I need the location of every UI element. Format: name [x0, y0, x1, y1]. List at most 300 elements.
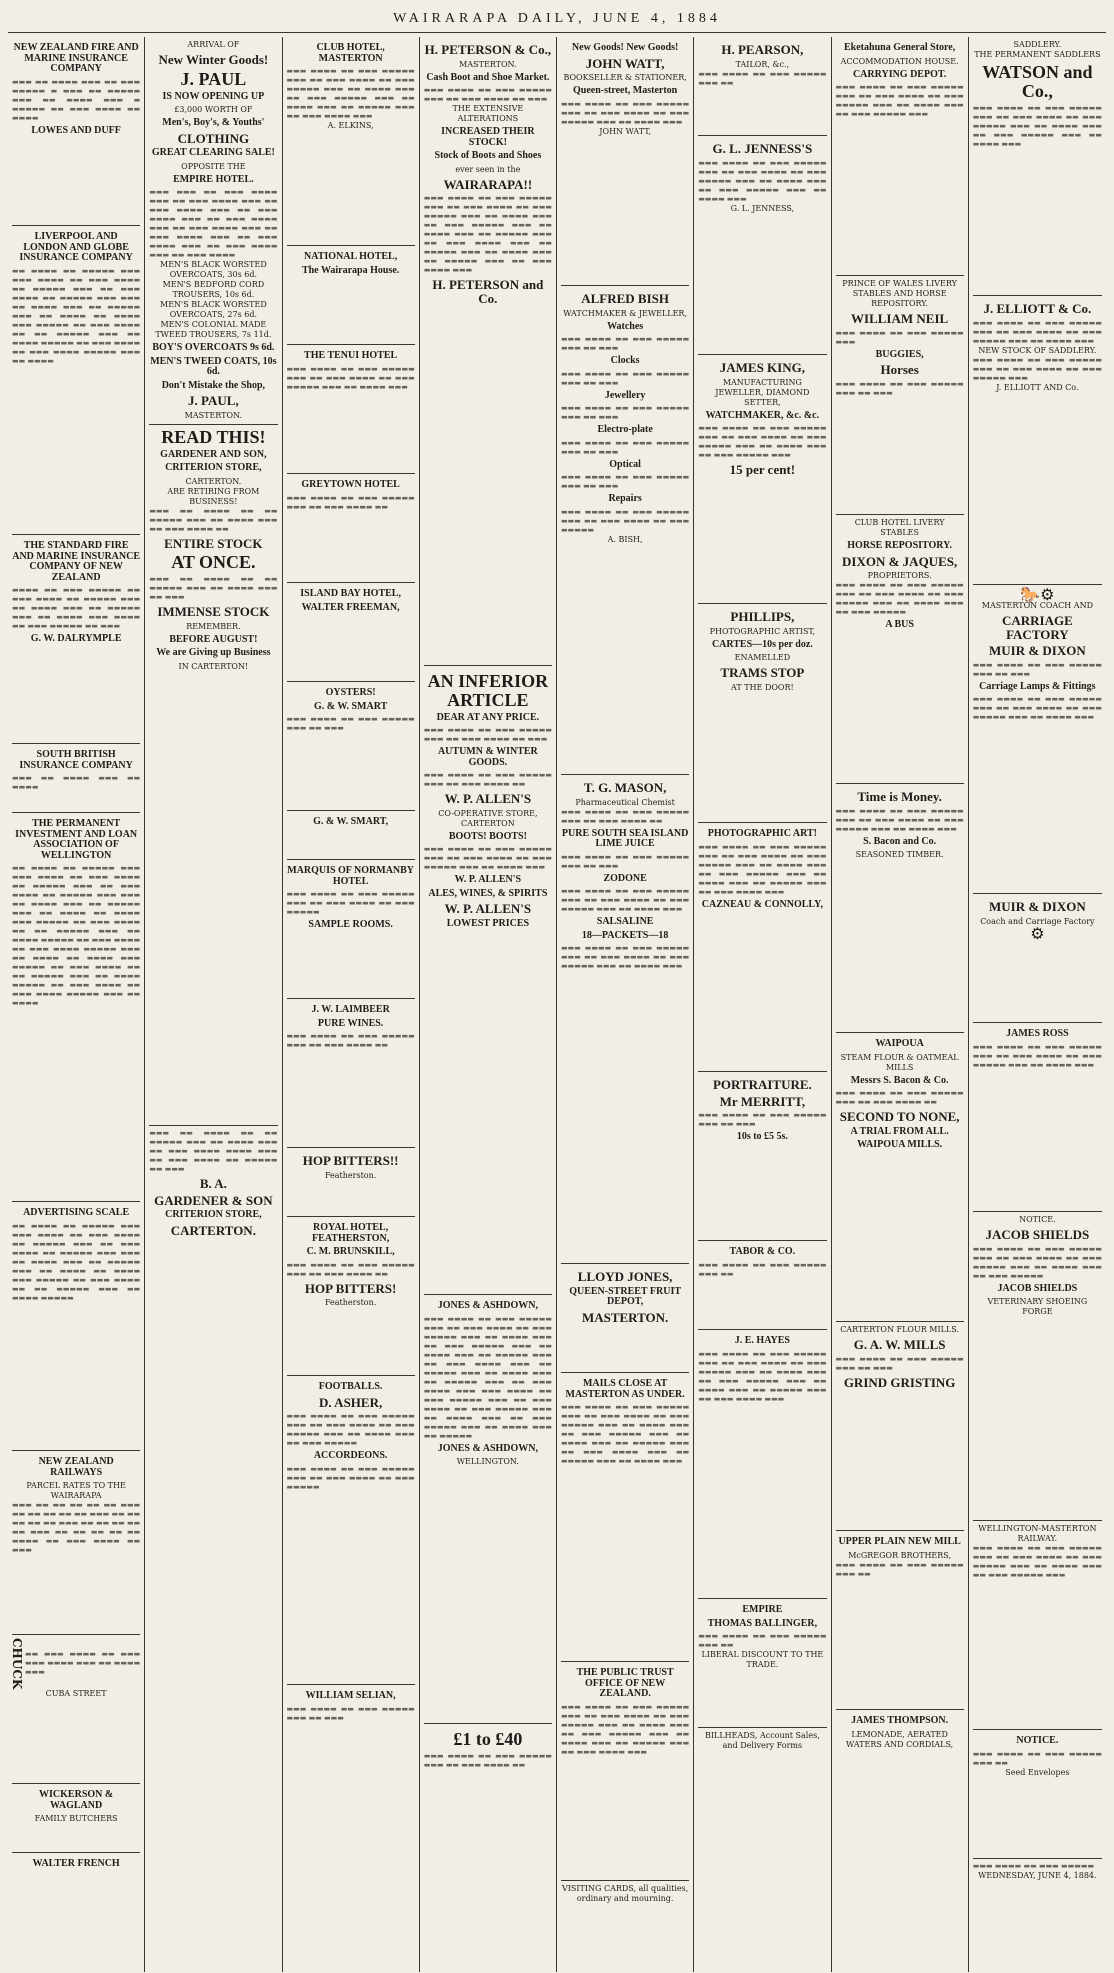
ad-pearson [698, 37, 826, 136]
ad-body: ▬▬▬ ▬▬ ▬▬▬▬ ▬▬▬ ▬▬ ▬▬▬ ▬▬▬▬▬ ▬ ▬▬▬ ▬▬ ▬▬▬▬▬ ▬▬▬ ▬▬ ▬▬▬▬ ▬▬▬ ▬ ▬▬▬▬▬ ▬▬ ▬▬▬ ▬▬▬▬ ▬▬ ▬▬▬▬ [12, 77, 141, 122]
price: 10s to £5 5s. [736, 1131, 788, 1143]
ad-heading: J. ELLIOTT & Co. [983, 301, 1092, 316]
ad-shields [973, 1212, 1102, 1521]
ad-body: ▬▬▬ ▬▬▬▬ ▬▬ ▬▬▬ ▬▬▬▬▬ ▬▬▬ ▬▬ ▬▬▬ ▬▬▬▬ ▬▬ ▬▬▬ ▬▬▬▬▬ ▬▬▬ ▬▬ ▬▬▬▬ ▬▬▬ [835, 806, 964, 833]
ad-body: ▬▬ ▬▬▬▬ ▬▬ ▬▬▬▬▬ ▬▬▬ ▬▬▬ ▬▬▬▬ ▬▬ ▬▬▬ ▬▬▬▬ ▬▬ ▬▬▬▬▬ ▬▬▬ ▬▬ ▬▬▬ ▬▬▬▬ ▬▬ ▬▬▬▬▬ ▬▬▬ ▬▬▬ ▬▬ ▬▬▬▬ ▬▬▬ ▬▬ ▬▬▬▬▬ ▬▬▬ ▬▬ ▬▬▬▬ ▬▬ ▬▬▬▬ ▬▬▬ ▬▬▬▬▬ ▬▬ ▬▬▬ ▬▬▬▬ ▬▬ ▬▬ ▬▬▬▬▬ ▬▬▬ ▬▬ ▬▬▬▬ ▬▬▬▬▬ [12, 1221, 141, 1302]
ad-body: ▬▬▬ ▬▬▬▬ ▬▬ ▬▬▬ ▬▬▬▬▬ ▬▬▬ ▬▬ [698, 1260, 827, 1278]
percent: 15 per cent! [729, 462, 796, 478]
boys-overcoats-text: BOY'S OVERCOATS 9s 6d. [152, 342, 275, 354]
carterton-text-2: CARTERTON. [170, 1222, 256, 1238]
ad-subheading: PARCEL RATES TO THE WAIRARAPA [26, 1481, 126, 1500]
trousers-text: MEN'S BEDFORD CORD TROUSERS, 10s 6d. [162, 280, 265, 300]
ad-heading: JAMES THOMPSON. [851, 1715, 949, 1726]
ad-muir-dixon [973, 585, 1102, 894]
dixon-jaques: DIXON & JAQUES, [842, 553, 958, 569]
ad-laimbeer [287, 999, 415, 1148]
column-8 [969, 37, 1106, 1972]
ad-body: ▬▬▬ ▬▬▬▬ ▬▬ ▬▬▬ ▬▬▬▬▬ ▬▬▬ ▬▬ ▬▬▬ ▬▬▬▬ ▬▬ ▬▬▬ ▬▬▬▬▬ ▬▬▬ ▬▬ ▬▬▬▬ ▬▬▬ ▬▬ ▬▬▬ ▬▬▬▬▬ ▬▬▬ [698, 424, 827, 460]
vet-forge: VETERINARY SHOEING FORGE [987, 1297, 1088, 1317]
ad-body: ▬▬▬ ▬▬▬▬ ▬▬ ▬▬▬ ▬▬▬▬▬ ▬▬▬ ▬▬ ▬▬▬ ▬▬▬▬ ▬▬ ▬▬▬ ▬▬▬▬▬ ▬▬▬ ▬▬ ▬▬▬▬ ▬▬▬ ▬▬ ▬▬▬ ▬▬▬▬▬ ▬▬▬ ▬▬ ▬▬▬▬ ▬▬▬ [972, 103, 1102, 148]
packets: 18—PACKETS—18 [581, 929, 669, 941]
ad-prince-of-wales [836, 276, 964, 515]
allens: W. P. ALLEN'S [444, 791, 532, 807]
ad-heading: MUIR & DIXON [988, 643, 1086, 659]
ad-subheading: D. ASHER, [319, 1394, 383, 1410]
ales-wines: ALES, WINES, & SPIRITS [428, 887, 548, 899]
ad-heading: G. L. JENNESS'S [712, 141, 813, 156]
ad-insurance-nz [12, 37, 140, 226]
lamps: Carriage Lamps & Fittings [979, 680, 1096, 692]
ad-alfred-bish [561, 286, 689, 775]
seed-envelopes: Seed Envelopes [1005, 1767, 1070, 1777]
merritt-name: Mr MERRITT, [719, 1093, 806, 1109]
ad-heading: Time is Money. [857, 789, 942, 804]
lemonade: LEMONADE, AERATED WATERS AND CORDIALS, [846, 1729, 954, 1749]
buggies: BUGGIES, [875, 348, 924, 360]
ad-heading: Eketahuna General Store, [844, 42, 956, 53]
accommodation: ACCOMMODATION HOUSE. [840, 56, 959, 66]
ad-heading: WILLIAM SELIAN, [305, 1690, 396, 1701]
salsaline: SALSALINE [596, 916, 654, 928]
ad-body: ▬▬▬ ▬▬▬▬ ▬▬ ▬▬▬ ▬▬▬▬▬ ▬▬▬ ▬▬ ▬▬▬ ▬▬▬▬ ▬▬ [286, 1032, 415, 1049]
ad-body: ▬▬▬ ▬▬▬▬ ▬▬ ▬▬▬ ▬▬▬▬▬ ▬▬▬ ▬▬ ▬▬▬ ▬▬▬▬ ▬▬ [835, 1089, 964, 1106]
carriage-factory: CARRIAGE FACTORY [1001, 613, 1073, 642]
jewellery: Jewellery [604, 389, 646, 401]
carrying-depot: CARRYING DEPOT. [852, 68, 947, 80]
ad-merritt [698, 1072, 826, 1241]
ever-seen: ever seen in the [455, 164, 521, 174]
ad-body: ▬▬▬ ▬▬▬▬ ▬▬ ▬▬▬ ▬▬▬▬▬ ▬▬▬ ▬▬ ▬▬▬ [561, 335, 690, 353]
ad-heading: TABOR & CO. [729, 1246, 796, 1257]
jeweller: MANUFACTURING JEWELLER, DIAMOND SETTER, [715, 377, 810, 407]
ad-public-trust [561, 1662, 689, 1881]
ad-notice [973, 1730, 1102, 1859]
ad-body: ▬▬▬ ▬▬▬▬ ▬▬ ▬▬▬ ▬▬▬▬▬ ▬▬▬ ▬▬ ▬▬▬ [698, 1111, 827, 1129]
ad-body: ▬▬▬ ▬▬▬▬ ▬▬ ▬▬▬ ▬▬▬▬▬ ▬▬▬ ▬▬ ▬▬▬ ▬▬▬▬ ▬▬ [423, 1751, 552, 1769]
ad-south-british [12, 744, 140, 813]
ad-carterton-flour [836, 1322, 964, 1531]
ad-club-hotel [287, 37, 415, 246]
ad-eketahuna [836, 37, 964, 276]
ad-body: ▬▬▬ ▬▬▬▬ ▬▬ ▬▬▬ ▬▬▬▬▬ ▬▬▬ ▬▬ ▬▬▬ ▬▬▬▬ ▬▬ ▬▬▬ ▬▬▬▬▬ ▬▬▬ ▬▬ ▬▬▬▬ ▬▬▬ ▬▬ ▬▬▬ ▬▬▬▬▬ ▬▬▬ ▬▬ ▬▬▬▬ ▬▬▬ ▬▬ ▬▬▬▬▬ ▬▬▬ ▬▬ ▬▬▬ ▬▬▬▬ ▬▬▬ [286, 67, 415, 120]
ad-body: ▬▬▬ ▬▬▬▬ ▬▬ ▬▬▬ ▬▬▬▬▬ ▬▬▬ ▬▬ ▬▬▬ [286, 1704, 415, 1722]
ad-heading: H. PEARSON, [721, 42, 804, 57]
imprint-body: ▬▬▬ ▬▬▬▬ ▬▬ ▬▬▬ ▬▬▬▬▬ [972, 1862, 1095, 1870]
allens-3: W. P. ALLEN'S [444, 901, 532, 917]
bookseller: BOOKSELLER & STATIONER, [563, 73, 687, 83]
ad-body: ▬▬▬ ▬▬▬▬ ▬▬ ▬▬▬ ▬▬▬▬▬ ▬▬▬ ▬▬ ▬▬▬ ▬▬▬▬ ▬▬ [561, 807, 690, 825]
photographic: PHOTOGRAPHIC ARTIST, [709, 626, 816, 636]
ad-body-2: ▬▬▬ ▬▬▬▬ ▬▬ ▬▬▬ ▬▬▬▬▬ ▬▬▬ ▬▬ ▬▬▬ ▬▬▬▬ ▬▬ [423, 771, 552, 789]
ad-asher [287, 1376, 415, 1685]
new-winter-goods: New Winter Goods! [158, 52, 269, 67]
optical: Optical [609, 458, 641, 470]
inferior-article: AN INFERIOR ARTICLE [427, 671, 549, 710]
ad-advertising-scale [12, 1202, 140, 1451]
ad-royal-hotel [287, 1217, 415, 1376]
trams-stop: TRAMS STOP [720, 665, 805, 681]
cartes: CARTES—10s per doz. [711, 638, 813, 650]
in-carterton-text: IN CARTERTON! [178, 661, 249, 671]
ad-heading: NATIONAL HOTEL, [304, 251, 398, 262]
mills: STEAM FLOUR & OATMEAL MILLS [840, 1052, 959, 1072]
mens-text: Men's, Boy's, & Youths' [162, 117, 265, 129]
ad-upper-plain [836, 1531, 964, 1710]
zodone: ZODONE [603, 872, 647, 884]
trial: A TRIAL FROM ALL. [850, 1125, 949, 1137]
waipoua-mills: WAIPOUA MILLS. [857, 1139, 943, 1151]
ad-phillips [698, 604, 826, 823]
ad-body: ▬▬▬ ▬▬▬▬ ▬▬ ▬▬▬ ▬▬▬▬▬ ▬▬▬ ▬▬ ▬▬▬ ▬▬▬▬ ▬▬ ▬▬▬ [423, 86, 552, 104]
fruit-depot: QUEEN-STREET FRUIT DEPOT, [569, 1285, 682, 1308]
ad-mason [561, 775, 689, 1264]
ad-heading: MARQUIS OF NORMANBY HOTEL [287, 865, 415, 887]
ad-national-hotel [287, 246, 415, 345]
ad-standard-insurance [12, 535, 140, 744]
proprietors: PROPRIETORS. [867, 571, 932, 581]
overcoats-text: MEN'S BLACK WORSTED OVERCOATS, 30s 6d. [160, 260, 267, 280]
ad-heading: LLOYD JONES, [577, 1269, 673, 1284]
ad-heading: GREYTOWN HOTEL [301, 479, 400, 490]
masthead-title: WAIRARAPA DAILY, JUNE 4, 1884 [393, 11, 721, 26]
wairarapa: WAIRARAPA!! [443, 176, 533, 192]
ad-heading: BILLHEADS, Account Sales, and Delivery Forms [704, 1731, 820, 1750]
ad-body: ▬▬▬▬ ▬▬ ▬▬▬ ▬▬▬▬▬ ▬▬ ▬▬▬ ▬▬▬▬ ▬▬ ▬▬▬▬▬ ▬▬▬ ▬▬ ▬▬▬▬ ▬▬▬ ▬▬ ▬▬▬▬▬ ▬▬▬ ▬▬ ▬▬▬▬ ▬▬▬ ▬▬▬▬ ▬▬ ▬▬▬ ▬▬▬▬▬ ▬▬ ▬▬▬ [12, 586, 141, 630]
criterion-text: CRITERION STORE, [165, 462, 262, 474]
coach: MASTERTON COACH AND [981, 601, 1093, 610]
ad-body: ▬▬▬ ▬▬▬▬ ▬▬ ▬▬▬ ▬▬▬▬▬ ▬▬▬ ▬▬ ▬▬▬ [286, 715, 415, 732]
masterton: MASTERTON. [459, 59, 517, 69]
gw-mills: G. A. W. MILLS [853, 1337, 946, 1352]
ad-ballinger [698, 1599, 826, 1728]
body-text: ▬▬▬ ▬▬ ▬▬▬▬ ▬▬ ▬▬ ▬▬▬▬▬ ▬▬▬ ▬▬ ▬▬▬▬ ▬▬▬ ▬▬ ▬▬▬ ▬▬▬▬ ▬▬▬▬ ▬▬▬ ▬▬ ▬▬▬ ▬▬▬▬ ▬▬ ▬▬▬▬▬ ▬▬ ▬▬▬ [149, 1129, 278, 1173]
ad-body: ▬▬ ▬▬▬ ▬▬▬▬ ▬▬ ▬▬▬ ▬▬▬ ▬▬▬▬ ▬▬▬ ▬▬ ▬▬▬▬ ▬▬▬ [25, 1650, 141, 1677]
remember-text: REMEMBER. [186, 621, 241, 631]
ad-heading: MAILS CLOSE AT MASTERTON AS UNDER. [565, 1378, 685, 1400]
ad-thompson [836, 1710, 964, 1755]
new-stock: NEW STOCK OF SADDLERY. [978, 345, 1097, 355]
masterton: MASTERTON. [581, 1309, 669, 1325]
ad-body-2: ▬▬▬ ▬▬▬▬ ▬▬ ▬▬▬ ▬▬▬▬▬ ▬▬▬ ▬▬ ▬▬▬ [561, 369, 690, 387]
ad-marquis [287, 860, 415, 999]
ad-body-3: ▬▬▬ ▬▬▬▬ ▬▬ ▬▬▬ ▬▬▬▬▬ ▬▬▬ ▬▬ ▬▬▬ ▬▬▬▬ ▬▬ ▬▬▬ ▬▬▬▬▬ ▬▬▬ ▬▬ ▬▬▬▬ ▬▬▬ [423, 845, 552, 872]
enamelled: ENAMELLED [734, 653, 791, 663]
ad-body: ▬▬▬ ▬▬▬▬ ▬▬ ▬▬▬ ▬▬▬▬▬ ▬▬▬ ▬▬ [835, 1560, 964, 1578]
alterations: THE EXTENSIVE ALTERATIONS [452, 104, 524, 124]
ad-heading: J. E. HAYES [734, 1335, 790, 1346]
ad-body: ▬▬▬ ▬▬▬▬ ▬▬ ▬▬▬ ▬▬▬▬▬ ▬▬▬ ▬▬ ▬▬▬ ▬▬▬▬ ▬▬ ▬▬▬ ▬▬▬▬▬ ▬▬▬ ▬▬ ▬▬▬▬ ▬▬▬ [561, 99, 690, 126]
criterion-store-text: CRITERION STORE, [165, 1209, 262, 1221]
ad-body-3: ▬▬▬ ▬▬▬▬ ▬▬ ▬▬▬ ▬▬▬▬▬ ▬▬▬ ▬▬ ▬▬▬ ▬▬▬▬ ▬▬ ▬▬▬ ▬▬▬▬▬ ▬▬▬ ▬▬ ▬▬▬▬ ▬▬▬ [561, 887, 690, 914]
ad-smart-2 [287, 811, 415, 860]
column-4 [420, 37, 557, 1972]
autumn-winter: AUTUMN & WINTER GOODS. [437, 746, 538, 768]
ad-heading: T. G. MASON, [583, 780, 667, 795]
ad-body: ▬▬▬ ▬▬▬▬ ▬▬ ▬▬▬ ▬▬▬▬▬ ▬▬▬ ▬▬ ▬▬▬ ▬▬▬▬ ▬▬ ▬▬▬ ▬▬▬▬▬ ▬▬▬ ▬▬ ▬▬▬▬ ▬▬▬ [972, 318, 1102, 345]
ad-heading: THE STANDARD FIRE AND MARINE INSURANCE COMPANY OF NEW ZEALAND [12, 540, 141, 583]
ad-jones-ashdown [424, 1295, 552, 1724]
mistake-text: Don't Mistake the Shop, [161, 379, 266, 391]
clocks: Clocks [610, 355, 640, 367]
notice: NOTICE. [1019, 1215, 1056, 1224]
ad-body: ▬▬▬ ▬▬▬▬ ▬▬ ▬▬▬ ▬▬▬▬▬ ▬▬▬ ▬▬ ▬▬▬ ▬▬▬▬ ▬▬ ▬▬▬ ▬▬▬▬▬ ▬▬▬ ▬▬ ▬▬▬▬ ▬▬▬ ▬▬ ▬▬▬ ▬▬▬▬▬ ▬▬▬ ▬▬ ▬▬▬▬ ▬▬▬ ▬▬ ▬▬▬▬▬ ▬▬▬ ▬▬ ▬▬▬ ▬▬▬▬ ▬▬▬ [698, 1349, 827, 1403]
ad-hayes [698, 1330, 826, 1599]
ba-text: B. A. [199, 1176, 227, 1191]
bus: A BUS [885, 619, 914, 631]
ad-body: ▬▬▬ ▬▬▬▬ ▬▬ ▬▬▬ ▬▬▬▬▬ ▬▬▬ ▬▬ ▬▬▬ ▬▬▬▬ ▬▬ ▬▬▬ ▬▬▬▬▬ ▬▬▬ ▬▬ ▬▬▬▬ ▬▬▬ ▬▬ ▬▬▬ ▬▬▬▬▬ ▬▬▬ ▬▬ ▬▬▬▬ ▬▬▬ ▬▬ ▬▬▬▬▬ ▬▬▬ ▬▬ ▬▬▬ ▬▬▬▬ ▬▬▬ [698, 842, 827, 896]
at-once-text: AT ONCE. [171, 552, 256, 573]
bacon-name: S. Bacon and Co. [863, 835, 937, 847]
ad-heading: UPPER PLAIN NEW MILL [838, 1536, 961, 1547]
carriage-icon: 🐎⚙ [1020, 585, 1055, 604]
immense-stock-text: IMMENSE STOCK [157, 604, 270, 620]
ad-heading: THE PERMANENT INVESTMENT AND LOAN ASSOCIATION OF WELLINGTON [15, 818, 138, 861]
ad-tenui-hotel [287, 345, 415, 474]
repository: HORSE REPOSITORY. [847, 540, 952, 551]
ad-body-5: ▬▬▬ ▬▬▬▬ ▬▬ ▬▬▬ ▬▬▬▬▬ ▬▬▬ ▬▬ ▬▬▬ [561, 473, 690, 491]
ad-heading: WELLINGTON-MASTERTON RAILWAY. [978, 1524, 1097, 1543]
ad-signature: G. W. DALRYMPLE [30, 633, 122, 644]
ad-waipoua [836, 1033, 964, 1322]
mcgregor: McGREGOR BROTHERS, [848, 1550, 952, 1560]
carterton-text: CARTERTON. [185, 476, 242, 486]
clearing-sale-text: GREAT CLEARING SALE! [151, 147, 275, 159]
stock: Stock of Boots and Shoes [434, 150, 542, 162]
ad-body: ▬▬▬ ▬▬▬▬ ▬▬ ▬▬▬ ▬▬▬▬▬ ▬▬▬ ▬▬ ▬▬▬ ▬▬▬▬ ▬▬ ▬▬▬ ▬▬▬▬▬ ▬▬▬ ▬▬ ▬▬▬▬ ▬▬▬ ▬▬ ▬▬▬ ▬▬▬▬▬ [286, 1412, 415, 1448]
ad-subheading: FAMILY BUTCHERS [34, 1814, 118, 1823]
column-6 [694, 37, 831, 1972]
lime-juice: PURE SOUTH SEA ISLAND LIME JUICE [561, 827, 689, 850]
ad-body-4: ▬▬▬ ▬▬▬▬ ▬▬ ▬▬▬ ▬▬▬▬▬ ▬▬▬ ▬▬ ▬▬▬ [561, 438, 690, 456]
coach-factory: Coach and Carriage Factory [980, 916, 1095, 926]
wellington: WELLINGTON. [456, 1457, 519, 1466]
liberal: LIBERAL DISCOUNT TO THE TRADE. [701, 1650, 824, 1669]
retiring-body: ▬▬▬ ▬▬ ▬▬▬▬ ▬▬ ▬▬ ▬▬▬▬▬ ▬▬▬ ▬▬ ▬▬▬▬ ▬▬▬ ▬▬ ▬▬▬ ▬▬▬▬ ▬▬ [149, 506, 278, 533]
ad-heading: SOUTH BRITISH INSURANCE COMPANY [19, 749, 133, 771]
ad-heading: PORTRAITURE. [712, 1077, 812, 1092]
ad-subheading: C. M. BRUNSKILL, [306, 1246, 395, 1257]
ad-body: ▬▬▬ ▬▬▬▬ ▬▬ ▬▬▬ ▬▬▬▬▬ ▬▬▬ ▬▬ ▬▬▬ ▬▬▬▬ ▬▬ ▬▬▬ ▬▬▬▬▬ ▬▬▬ ▬▬ ▬▬▬▬ ▬▬▬ ▬▬ ▬▬▬ ▬▬▬▬▬ ▬▬▬ ▬▬ ▬▬▬▬ ▬▬▬ ▬▬ ▬▬▬▬▬ ▬▬▬ ▬▬ ▬▬▬ ▬▬▬▬ ▬▬▬ [561, 1702, 690, 1756]
ad-heading: CARTERTON FLOUR MILLS. [840, 1325, 959, 1334]
ad-heading: JAMES KING, [719, 360, 805, 375]
ad-body-2: ▬▬▬ ▬▬▬▬ ▬▬ ▬▬▬ ▬▬▬▬▬ ▬▬▬ ▬▬ ▬▬▬ [561, 852, 690, 870]
ad-body: ▬▬▬ ▬▬▬▬ ▬▬ ▬▬▬ ▬▬▬▬▬ ▬▬▬ [835, 328, 964, 346]
arrival-text: ARRIVAL OF [187, 40, 240, 49]
ad-chuck [12, 1635, 140, 1784]
body-text: ▬▬▬ ▬▬ ▬▬▬▬ ▬▬ ▬▬ ▬▬▬▬▬ ▬▬▬ ▬▬ ▬▬▬▬ ▬▬▬ ▬▬ ▬▬▬ [149, 575, 278, 602]
ad-body: ▬▬▬ ▬▬▬▬ ▬▬ ▬▬▬ ▬▬▬▬▬ ▬▬▬ ▬▬ ▬▬▬ ▬▬▬▬ ▬▬ [286, 493, 415, 511]
permanent: THE PERMANENT SADDLERS [974, 50, 1101, 59]
ad-j-paul [149, 37, 277, 1126]
jenness-2: G. L. JENNESS, [730, 203, 795, 213]
samples: SAMPLE ROOMS. [308, 919, 393, 930]
new-goods: New Goods! New Goods! [571, 42, 679, 53]
ad-heading: ROYAL HOTEL, FEATHERSTON, [312, 1222, 390, 1244]
ad-vertical-heading: CHUCK [10, 1638, 24, 1690]
featherston-2: Featherston. [324, 1298, 377, 1308]
opening-text: IS NOW OPENING UP [162, 90, 265, 102]
ad-heading: JAMES ROSS [1006, 1028, 1069, 1039]
ad-heading: JACOB SHIELDS [985, 1227, 1090, 1242]
lowest-prices: LOWEST PRICES [446, 918, 530, 930]
ad-bacon [836, 784, 964, 1033]
ad-body: ▬▬▬ ▬▬ ▬▬▬▬ ▬▬▬ ▬▬ ▬▬▬▬ [12, 774, 141, 791]
ad-railway [973, 1521, 1102, 1730]
columns [8, 37, 1106, 1972]
neil-name: WILLIAM NEIL [851, 311, 949, 326]
ad-elliott [973, 296, 1102, 585]
ad-liverpool [12, 226, 140, 535]
ad-body: ▬▬▬ ▬▬▬▬ ▬▬ ▬▬▬ ▬▬▬▬▬ ▬▬▬ ▬▬ [972, 1749, 1102, 1767]
ad-heading: THOMAS BALLINGER, [707, 1617, 818, 1629]
ad-body-2: ▬▬▬ ▬▬▬▬ ▬▬ ▬▬▬ ▬▬▬▬▬ ▬▬▬ ▬▬ ▬▬▬ ▬▬▬▬ ▬▬ ▬▬▬ ▬▬▬▬▬ [286, 1464, 415, 1491]
ad-heading: JOHN WATT, [585, 55, 665, 71]
ad-heading: CLUB HOTEL, MASTERTON [316, 42, 385, 64]
masterton-text: MASTERTON. [184, 410, 243, 420]
empire: EMPIRE [742, 1604, 783, 1615]
ad-body: ▬▬▬ ▬▬▬▬ ▬▬ ▬▬▬ ▬▬▬▬▬ ▬▬▬ ▬▬ ▬▬▬ ▬▬▬▬ ▬▬ ▬▬▬ ▬▬▬▬▬ [286, 890, 415, 916]
ad-heading: LIVERPOOL AND LONDON AND GLOBE INSURANCE COMPANY [19, 231, 133, 263]
watches: Watches [607, 320, 644, 332]
ad-body: ▬▬▬ ▬▬ ▬▬ ▬▬ ▬▬ ▬▬ ▬▬▬ ▬▬ ▬▬ ▬▬ ▬▬ ▬▬ ▬▬▬ ▬▬ ▬▬ ▬▬ ▬▬ ▬▬ ▬▬▬ ▬▬ ▬▬ ▬▬ ▬▬ ▬▬ ▬▬▬ ▬▬ ▬▬ ▬▬ ▬▬ ▬▬ ▬▬▬▬ ▬▬ ▬▬▬ ▬▬▬▬ ▬▬ ▬▬▬ [12, 1501, 141, 1554]
accordeons: ACCORDEONS. [313, 1450, 388, 1462]
ad-jenness [698, 136, 826, 355]
ad-oysters [287, 682, 415, 811]
j-paul-name: J. PAUL [180, 68, 247, 89]
ad-body: ▬▬▬ ▬▬▬▬ ▬▬ ▬▬▬ ▬▬▬▬▬ ▬▬▬ ▬▬ [698, 69, 827, 87]
watchmaker: WATCHMAKER & JEWELLER, [563, 308, 687, 318]
horses: Horses [880, 362, 919, 378]
ad-billheads [698, 1728, 826, 1756]
second-to-none: SECOND TO NONE, [839, 1109, 960, 1124]
peterson-2: H. PETERSON and Co. [432, 277, 544, 306]
ad-visiting-cards [561, 1881, 689, 1909]
ad-lloyd-jones [561, 1264, 689, 1373]
ad-loan [424, 1724, 552, 1775]
ad-body: ▬▬▬ ▬▬▬▬ ▬▬ ▬▬▬ ▬▬▬▬▬ ▬▬▬ ▬▬ ▬▬▬ ▬▬▬▬ ▬▬ ▬▬▬ ▬▬▬▬▬ ▬▬▬ ▬▬ ▬▬▬▬ ▬▬▬ ▬▬ ▬▬▬ ▬▬▬▬▬ ▬▬▬ [972, 1544, 1102, 1579]
ad-selian [287, 1685, 415, 1728]
ad-allens [424, 666, 552, 1295]
ad-heading: OYSTERS! [325, 687, 376, 698]
cash-market: Cash Boot and Shoe Market. [426, 71, 550, 83]
pound-text: £1 to £40 [453, 1729, 523, 1749]
colonial-text: MEN'S COLONIAL MADE TWEED TROUSERS, 7s 11d. [155, 320, 272, 340]
ad-heading: NEW ZEALAND FIRE AND MARINE INSURANCE COMPANY [13, 42, 139, 74]
ad-body-3: ▬▬▬ ▬▬▬▬ ▬▬ ▬▬▬ ▬▬▬▬▬ ▬▬▬ ▬▬ ▬▬▬ [561, 404, 690, 422]
seasoned: SEASONED TIMBER. [855, 850, 944, 860]
tailor: TAILOR, &c., [735, 59, 790, 69]
gardener-son-text: GARDENER & SON [154, 1192, 273, 1208]
ad-peterson [424, 37, 552, 666]
ad-heading: PRINCE OF WALES LIVERY STABLES AND HORSE REPOSITORY. [842, 279, 957, 308]
ad-heading: PHOTOGRAPHIC ART! [707, 828, 817, 839]
ad-imprint [973, 1859, 1102, 1886]
ad-cazneau [698, 823, 826, 1072]
ad-heading: NEW ZEALAND RAILWAYS [38, 1456, 114, 1478]
ad-heading: J. W. LAIMBEER [311, 1004, 390, 1015]
ad-subheading: The Wairarapa House. [301, 264, 400, 276]
ad-james-king [698, 355, 826, 604]
ad-body: ▬▬▬ ▬▬▬▬ ▬▬ ▬▬▬ ▬▬▬▬▬ ▬▬▬ ▬▬ ▬▬▬ ▬▬▬▬ ▬▬ ▬▬▬ ▬▬▬▬▬ ▬▬▬ ▬▬ ▬▬▬▬ ▬▬▬ ▬▬ ▬▬▬ ▬▬▬▬▬ ▬▬▬ [835, 83, 964, 118]
column-1 [8, 37, 145, 1972]
price-list: ▬▬▬ ▬▬▬ ▬▬ ▬▬▬ ▬▬▬▬ ▬▬▬ ▬▬ ▬▬▬ ▬▬▬▬ ▬▬▬ ▬▬ ▬▬▬ ▬▬▬▬ ▬▬▬ ▬▬ ▬▬▬ ▬▬▬▬ ▬▬▬ ▬▬ ▬▬▬ ▬▬▬▬ ▬▬▬ ▬▬ ▬▬▬ ▬▬▬▬ ▬▬▬ ▬▬ ▬▬▬ ▬▬▬▬ ▬▬▬ ▬▬ ▬▬▬ ▬▬▬▬ ▬▬▬ ▬▬ ▬▬▬ ▬▬▬▬ ▬▬▬ ▬▬ ▬▬▬ ▬▬▬▬ [149, 188, 278, 260]
column-7 [832, 37, 969, 1972]
ad-tabor [698, 1241, 826, 1330]
ad-club-stables [836, 515, 964, 784]
repairs: Repairs [608, 493, 642, 505]
ad-body: ▬▬▬ ▬▬▬▬ ▬▬ ▬▬▬ ▬▬▬▬▬ ▬▬▬ ▬▬ ▬▬▬ ▬▬▬▬ ▬▬ ▬▬▬ ▬▬▬▬▬ ▬▬▬ ▬▬ ▬▬▬▬ ▬▬▬ [972, 1042, 1102, 1069]
ad-body: ▬▬▬ ▬▬▬▬ ▬▬ ▬▬▬ ▬▬▬▬▬ ▬▬▬ ▬▬ ▬▬▬ ▬▬▬▬ ▬▬ ▬▬▬ [423, 726, 552, 744]
ad-subheading: G. & W. SMART [313, 700, 388, 712]
ad-body: ▬▬▬ ▬▬▬▬ ▬▬ ▬▬▬ ▬▬▬▬▬ ▬▬▬ ▬▬ ▬▬▬ [972, 660, 1102, 678]
ad-heading: ALFRED BISH [581, 291, 670, 306]
empire-hotel-text: EMPIRE HOTEL. [173, 173, 254, 185]
electro-plate: Electro-plate [597, 424, 653, 436]
entire-stock-text: ENTIRE STOCK [164, 535, 263, 551]
ad-heading: MUIR & DIXON [988, 899, 1086, 914]
ad-body: ▬▬▬ ▬▬▬▬ ▬▬ ▬▬▬ ▬▬▬▬▬ ▬▬▬ ▬▬ ▬▬▬ ▬▬▬▬ ▬▬ ▬▬▬ ▬▬▬▬▬ ▬▬▬ ▬▬ ▬▬▬▬ ▬▬▬ ▬▬ ▬▬▬ ▬▬▬▬▬ ▬▬▬ ▬▬ ▬▬▬▬ ▬▬▬ ▬▬ ▬▬▬▬▬ ▬▬▬ ▬▬ ▬▬▬ ▬▬▬▬ ▬▬▬ ▬▬ ▬▬▬▬▬ ▬▬▬ ▬▬ ▬▬▬▬ ▬▬▬ [561, 1403, 690, 1465]
ad-heading: CLUB HOTEL LIVERY STABLES [854, 518, 945, 537]
ad-heading: JONES & ASHDOWN, [437, 1300, 539, 1311]
elliott-2: J. ELLIOTT AND Co. [996, 382, 1079, 392]
ad-gardener-son [149, 1126, 277, 1245]
ad-body-2: ▬▬▬ ▬▬▬▬ ▬▬ ▬▬▬ ▬▬▬▬▬ ▬▬▬ ▬▬ ▬▬▬ ▬▬▬▬ ▬▬ ▬▬▬ ▬▬▬▬▬ ▬▬▬ ▬▬ ▬▬▬▬ ▬▬▬ ▬▬ ▬▬▬ ▬▬▬▬▬ ▬▬▬ ▬▬ ▬▬▬▬ ▬▬▬ ▬▬ ▬▬▬▬▬ ▬▬▬ ▬▬ ▬▬▬ ▬▬▬▬ ▬▬▬ ▬▬ ▬▬▬▬▬ ▬▬▬ ▬▬ ▬▬▬▬ ▬▬▬ ▬▬ ▬▬▬▬▬ ▬▬▬ ▬▬ ▬▬▬ ▬▬▬▬ ▬▬▬ [423, 194, 552, 275]
ad-heading: FOOTBALLS. [318, 1381, 383, 1392]
waipoua: WAIPOUA [875, 1038, 924, 1049]
ad-wickerson [12, 1784, 140, 1853]
tweed-coats-text: MEN'S TWEED COATS, 10s 6d. [150, 355, 277, 378]
ad-body: ▬▬▬ ▬▬▬▬ ▬▬ ▬▬▬ ▬▬▬▬▬ ▬▬▬ ▬▬ ▬▬▬ ▬▬▬▬ ▬▬ ▬▬▬ ▬▬▬▬▬ ▬▬▬ ▬▬ ▬▬▬▬ ▬▬▬ [286, 364, 415, 391]
proprietor: A. ELKINS, [327, 121, 374, 130]
dear: DEAR AT ANY PRICE. [436, 711, 540, 723]
ad-body-2: ▬▬▬ ▬▬▬▬ ▬▬ ▬▬▬ ▬▬▬▬▬ ▬▬▬ ▬▬ ▬▬▬ ▬▬▬▬ ▬▬ ▬▬▬ ▬▬▬▬▬ ▬▬▬ [972, 355, 1102, 382]
ad-subheading: Featherston. [324, 1170, 377, 1180]
worsted-text: MEN'S BLACK WORSTED OVERCOATS, 27s 6d. [160, 300, 267, 320]
ad-subheading: PURE WINES. [317, 1017, 384, 1029]
hop-bitters-2: HOP BITTERS! [304, 1280, 397, 1296]
imprint-date: WEDNESDAY, JUNE 4, 1884. [978, 1871, 1097, 1880]
ad-heading: THE PUBLIC TRUST OFFICE OF NEW ZEALAND. [576, 1667, 674, 1699]
ad-island-bay [287, 583, 415, 682]
ad-body: ▬▬▬ ▬▬▬▬ ▬▬ ▬▬▬ ▬▬▬▬▬ ▬▬▬ ▬▬ ▬▬▬ ▬▬▬▬ ▬▬ ▬▬▬ ▬▬▬▬▬ ▬▬▬ ▬▬ ▬▬▬▬ ▬▬▬ ▬▬ ▬▬▬ ▬▬▬▬▬ ▬▬▬ ▬▬ ▬▬▬▬ ▬▬▬ [698, 158, 827, 203]
watchmaker: WATCHMAKER, &c. &c. [705, 409, 820, 421]
read-this-text: READ THIS! [161, 426, 266, 447]
saddlery: SADDLERY. [1013, 40, 1062, 49]
bish-2: A. BISH, [607, 534, 643, 544]
ad-greytown-hotel [287, 474, 415, 583]
carriage-icon: ⚙ [1030, 923, 1045, 943]
jones-2: JONES & ASHDOWN, [437, 1442, 539, 1454]
column-5 [557, 37, 694, 1972]
before-august-text: BEFORE AUGUST! [169, 633, 258, 645]
queen-street: Queen-street, Masterton [573, 85, 678, 97]
chemist: Pharmaceutical Chemist [575, 797, 675, 807]
ad-watson [973, 37, 1102, 296]
ad-body: ▬▬▬ ▬▬▬▬ ▬▬ ▬▬▬ ▬▬▬▬▬ ▬▬▬ ▬▬ ▬▬▬ ▬▬▬▬ ▬▬ ▬▬▬ ▬▬▬▬▬ ▬▬▬ ▬▬ ▬▬▬▬ ▬▬▬ ▬▬ ▬▬▬ ▬▬▬▬▬ [972, 1244, 1102, 1280]
ad-heading: WICKERSON & WAGLAND [39, 1789, 114, 1811]
ad-heading: G. & W. SMART, [313, 816, 389, 827]
watt-2: JOHN WATT, [599, 126, 651, 136]
ad-ross [973, 1023, 1102, 1212]
ad-subheading: CUBA STREET [45, 1689, 107, 1699]
ad-permanent-investment [12, 813, 140, 1202]
ad-heading: WATSON and Co., [982, 62, 1093, 101]
ad-heading: THE TENUI HOTEL [304, 350, 398, 361]
ad-mails [561, 1373, 689, 1662]
clothing-text: CLOTHING [177, 130, 250, 146]
cazneau-name: CAZNEAU & CONNOLLY, [701, 898, 823, 910]
ad-body: ▬▬▬ ▬▬▬▬ ▬▬ ▬▬▬ ▬▬▬▬▬ ▬▬▬ ▬▬ ▬▬▬ ▬▬▬▬ ▬▬ [286, 1260, 415, 1278]
